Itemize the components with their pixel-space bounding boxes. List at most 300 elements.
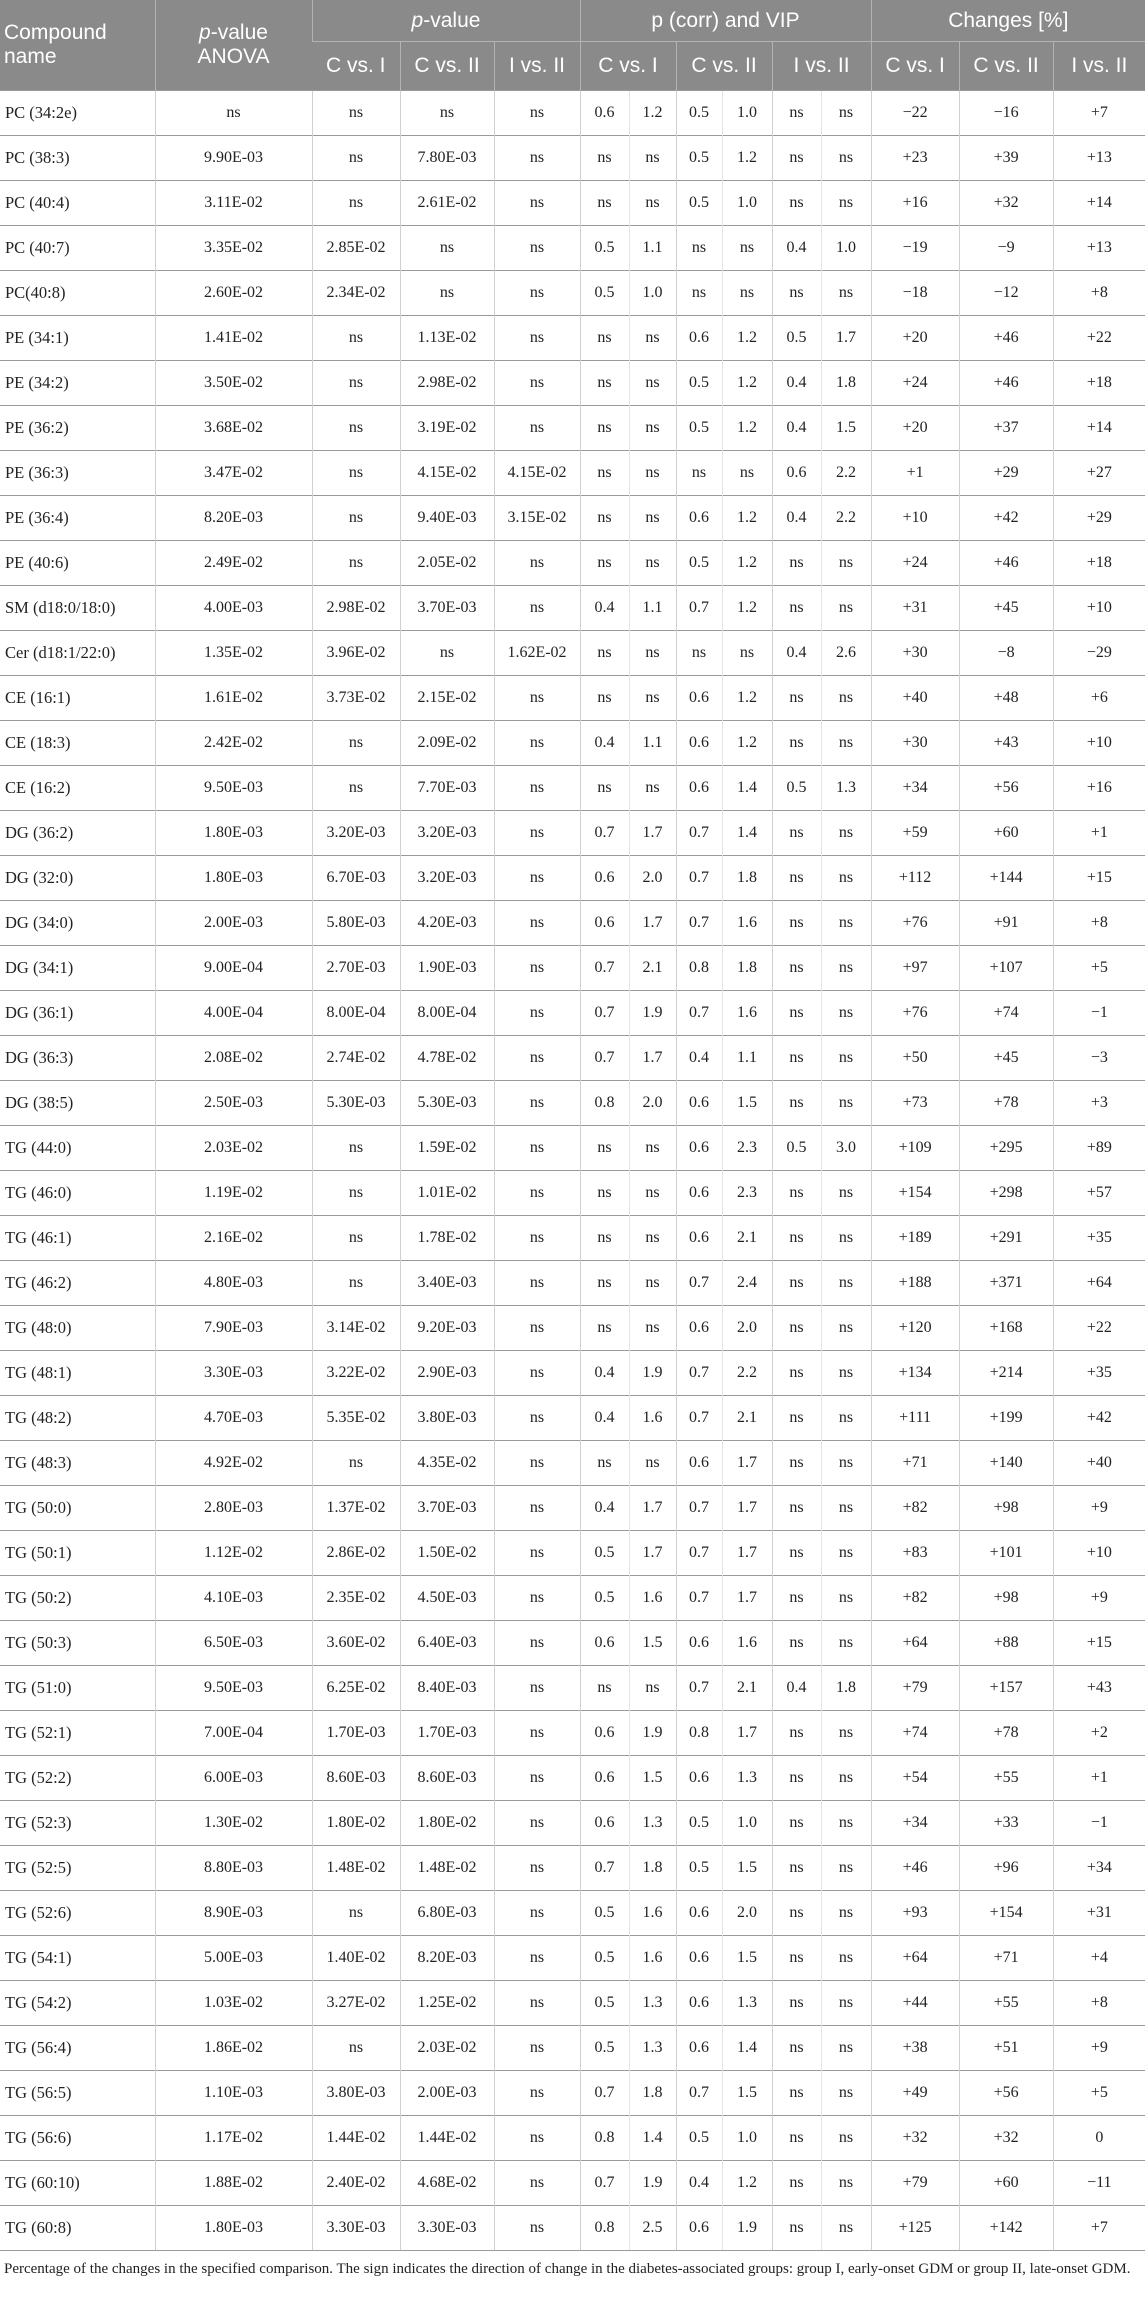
change-percent-cell: +46 xyxy=(959,316,1053,361)
vip-cell: 1.9 xyxy=(722,2206,772,2251)
pvalue-cell: 4.35E-02 xyxy=(400,1441,494,1486)
vip-cell: 1.2 xyxy=(722,361,772,406)
vip-cell: 2.2 xyxy=(821,496,871,541)
change-percent-cell: +89 xyxy=(1053,1126,1145,1171)
pvalue-cell: 1.40E-02 xyxy=(312,1936,400,1981)
pcorr-cell: 0.6 xyxy=(580,1756,629,1801)
vip-cell: ns xyxy=(821,1711,871,1756)
pcorr-cell: 0.5 xyxy=(676,541,722,586)
vip-cell: 2.0 xyxy=(722,1306,772,1351)
pvalue-cell: ns xyxy=(312,1441,400,1486)
compound-name-cell: CE (18:3) xyxy=(0,721,155,766)
pvalue-cell: ns xyxy=(312,766,400,811)
vip-cell: ns xyxy=(629,316,676,361)
pcorr-cell: ns xyxy=(580,1666,629,1711)
vip-cell: ns xyxy=(821,1576,871,1621)
compound-name-cell: PE (34:2) xyxy=(0,361,155,406)
compound-name-cell: TG (60:10) xyxy=(0,2161,155,2206)
change-percent-cell: +78 xyxy=(959,1081,1053,1126)
pcorr-cell: 0.7 xyxy=(580,1846,629,1891)
vip-cell: ns xyxy=(629,766,676,811)
change-percent-cell: +34 xyxy=(1053,1846,1145,1891)
vip-cell: ns xyxy=(722,631,772,676)
pvalue-cell: ns xyxy=(494,406,580,451)
compound-name-cell: DG (34:1) xyxy=(0,946,155,991)
compound-name-cell: TG (50:3) xyxy=(0,1621,155,1666)
change-percent-cell: +56 xyxy=(959,2071,1053,2116)
pvalue-cell: 5.30E-03 xyxy=(312,1081,400,1126)
vip-cell: ns xyxy=(821,721,871,766)
change-percent-cell: +78 xyxy=(959,1711,1053,1756)
pvalue-anova-header: p-value ANOVA xyxy=(155,0,312,91)
pvalue-cell: ns xyxy=(312,316,400,361)
pcorr-cell: ns xyxy=(772,1216,821,1261)
compound-name-cell: PC (40:4) xyxy=(0,181,155,226)
change-percent-cell: −9 xyxy=(959,226,1053,271)
pcorr-cell: 0.8 xyxy=(676,946,722,991)
pvalue-cell: ns xyxy=(312,1891,400,1936)
pcorr-cell: ns xyxy=(676,451,722,496)
vip-cell: 1.1 xyxy=(722,1036,772,1081)
change-percent-cell: +142 xyxy=(959,2206,1053,2251)
pcorr-cell: ns xyxy=(580,676,629,721)
pcorr-cell: ns xyxy=(676,631,722,676)
pcorr-cell: ns xyxy=(772,811,821,856)
pcorr-cell: ns xyxy=(772,1846,821,1891)
pcorr-cell: ns xyxy=(772,676,821,721)
vip-cell: ns xyxy=(821,2116,871,2161)
table-row xyxy=(0,1351,1145,1396)
change-percent-cell: +64 xyxy=(1053,1261,1145,1306)
change-percent-cell: −29 xyxy=(1053,631,1145,676)
pcorr-cell: ns xyxy=(772,856,821,901)
vip-cell: ns xyxy=(629,1171,676,1216)
change-percent-cell: +3 xyxy=(1053,1081,1145,1126)
pcorr-cell: ns xyxy=(772,1981,821,2026)
table-row xyxy=(0,1531,1145,1576)
pvalue-cell: ns xyxy=(312,91,400,136)
change-percent-cell: +33 xyxy=(959,1801,1053,1846)
pvalue-cell: ns xyxy=(312,541,400,586)
pvalue-cell: ns xyxy=(494,676,580,721)
pcorr-cell: ns xyxy=(772,1261,821,1306)
change-percent-cell: +46 xyxy=(959,361,1053,406)
change-percent-cell: +98 xyxy=(959,1486,1053,1531)
table-row xyxy=(0,1936,1145,1981)
change-percent-cell: +88 xyxy=(959,1621,1053,1666)
pvalue-subheader-1: C vs. I xyxy=(312,42,400,91)
change-percent-cell: +298 xyxy=(959,1171,1053,1216)
pvalue-cell: 7.70E-03 xyxy=(400,766,494,811)
anova-pvalue-cell: 3.47E-02 xyxy=(155,451,312,496)
pcorr-cell: 0.6 xyxy=(676,1126,722,1171)
change-percent-cell: −16 xyxy=(959,91,1053,136)
change-percent-cell: +16 xyxy=(1053,766,1145,811)
pcorr-cell: ns xyxy=(772,1486,821,1531)
pvalue-cell: ns xyxy=(494,1126,580,1171)
pcorr-cell: 0.5 xyxy=(580,1531,629,1576)
changes-group-header: Changes [%] xyxy=(871,0,1145,42)
vip-cell: ns xyxy=(629,361,676,406)
vip-cell: ns xyxy=(821,1306,871,1351)
pvalue-cell: 4.78E-02 xyxy=(400,1036,494,1081)
pvalue-cell: 1.78E-02 xyxy=(400,1216,494,1261)
change-percent-cell: +168 xyxy=(959,1306,1053,1351)
pvalue-cell: ns xyxy=(312,1126,400,1171)
change-percent-cell: 0 xyxy=(1053,2116,1145,2161)
vip-cell: ns xyxy=(821,586,871,631)
table-footnote: Percentage of the changes in the specified comparison. The sign indicates the direction of change in the diabetes-associated groups: group I, early-onset GDM or group II, late-onset GDM. xyxy=(4,2261,1131,2277)
table-row xyxy=(0,631,1145,676)
pvalue-cell: 5.80E-03 xyxy=(312,901,400,946)
pvalue-cell: 8.60E-03 xyxy=(312,1756,400,1801)
pcorr-cell: 0.6 xyxy=(580,1711,629,1756)
anova-pvalue-cell: 2.50E-03 xyxy=(155,1081,312,1126)
vip-cell: 1.8 xyxy=(629,1846,676,1891)
pvalue-cell: 4.15E-02 xyxy=(494,451,580,496)
compound-name-cell: TG (52:3) xyxy=(0,1801,155,1846)
compound-name-cell: TG (56:4) xyxy=(0,2026,155,2071)
pcorr-cell: 0.6 xyxy=(676,721,722,766)
table-row xyxy=(0,541,1145,586)
anova-pvalue-cell: 6.50E-03 xyxy=(155,1621,312,1666)
pvalue-cell: ns xyxy=(494,91,580,136)
table-row xyxy=(0,1036,1145,1081)
pvalue-cell: 1.37E-02 xyxy=(312,1486,400,1531)
change-percent-cell: +125 xyxy=(871,2206,959,2251)
anova-pvalue-cell: 1.80E-03 xyxy=(155,2206,312,2251)
pcorr-cell: 0.7 xyxy=(676,1531,722,1576)
pvalue-cell: 2.15E-02 xyxy=(400,676,494,721)
pcorr-cell: 0.6 xyxy=(580,1801,629,1846)
change-percent-cell: +188 xyxy=(871,1261,959,1306)
vip-cell: 1.7 xyxy=(629,901,676,946)
vip-cell: 1.2 xyxy=(722,586,772,631)
compound-name-cell: TG (50:2) xyxy=(0,1576,155,1621)
vip-cell: 1.2 xyxy=(722,496,772,541)
pvalue-cell: ns xyxy=(494,991,580,1036)
pvalue-cell: ns xyxy=(494,766,580,811)
pcorr-cell: 0.4 xyxy=(772,1666,821,1711)
pcorr-cell: ns xyxy=(580,1261,629,1306)
vip-cell: ns xyxy=(821,901,871,946)
pcorr-cell: 0.6 xyxy=(676,1621,722,1666)
pcorr-cell: ns xyxy=(772,136,821,181)
vip-cell: 1.2 xyxy=(629,91,676,136)
pvalue-cell: 1.59E-02 xyxy=(400,1126,494,1171)
anova-pvalue-cell: 1.41E-02 xyxy=(155,316,312,361)
pcorr-cell: 0.7 xyxy=(676,991,722,1036)
anova-pvalue-cell: 2.80E-03 xyxy=(155,1486,312,1531)
change-percent-cell: +40 xyxy=(1053,1441,1145,1486)
change-percent-cell: +1 xyxy=(1053,1756,1145,1801)
pcorr-cell: 0.5 xyxy=(580,1891,629,1936)
pcorr-cell: 0.5 xyxy=(772,766,821,811)
vip-cell: ns xyxy=(821,1801,871,1846)
change-percent-cell: +144 xyxy=(959,856,1053,901)
vip-cell: 2.3 xyxy=(722,1126,772,1171)
pcorr-subheader-2: C vs. II xyxy=(676,42,772,91)
pcorr-cell: 0.7 xyxy=(676,2071,722,2116)
compound-name-cell: CE (16:2) xyxy=(0,766,155,811)
pcorr-cell: 0.4 xyxy=(580,1486,629,1531)
compound-name-cell: TG (51:0) xyxy=(0,1666,155,1711)
pvalue-cell: 1.70E-03 xyxy=(400,1711,494,1756)
vip-cell: 1.3 xyxy=(722,1756,772,1801)
vip-cell: 1.7 xyxy=(722,1576,772,1621)
vip-cell: 1.1 xyxy=(629,721,676,766)
table-row xyxy=(0,991,1145,1036)
vip-cell: 2.0 xyxy=(629,1081,676,1126)
pcorr-cell: ns xyxy=(772,1891,821,1936)
change-percent-cell: +50 xyxy=(871,1036,959,1081)
table-row xyxy=(0,1711,1145,1756)
change-percent-cell: +55 xyxy=(959,1756,1053,1801)
vip-cell: ns xyxy=(821,946,871,991)
change-percent-cell: +60 xyxy=(959,2161,1053,2206)
change-percent-cell: +27 xyxy=(1053,451,1145,496)
vip-cell: 1.7 xyxy=(629,1036,676,1081)
pcorr-cell: 0.7 xyxy=(676,1576,722,1621)
pcorr-cell: 0.6 xyxy=(580,91,629,136)
table-row xyxy=(0,1126,1145,1171)
table-row xyxy=(0,2161,1145,2206)
vip-cell: 1.8 xyxy=(821,1666,871,1711)
pcorr-cell: 0.6 xyxy=(772,451,821,496)
pvalue-cell: ns xyxy=(494,1036,580,1081)
pvalue-cell: 3.14E-02 xyxy=(312,1306,400,1351)
pcorr-cell: 0.6 xyxy=(676,2206,722,2251)
pcorr-cell: 0.6 xyxy=(676,1306,722,1351)
change-percent-cell: +39 xyxy=(959,136,1053,181)
vip-cell: 3.0 xyxy=(821,1126,871,1171)
pcorr-cell: 0.7 xyxy=(676,586,722,631)
vip-cell: 1.4 xyxy=(722,811,772,856)
vip-cell: ns xyxy=(821,1981,871,2026)
change-percent-cell: +8 xyxy=(1053,271,1145,316)
change-percent-cell: −1 xyxy=(1053,991,1145,1036)
pvalue-cell: ns xyxy=(494,1486,580,1531)
compound-name-cell: TG (52:1) xyxy=(0,1711,155,1756)
table-row xyxy=(0,1261,1145,1306)
anova-pvalue-cell: 1.03E-02 xyxy=(155,1981,312,2026)
change-percent-cell: +2 xyxy=(1053,1711,1145,1756)
change-percent-cell: +10 xyxy=(1053,1531,1145,1576)
pcorr-cell: ns xyxy=(772,721,821,766)
anova-pvalue-cell: 8.90E-03 xyxy=(155,1891,312,1936)
vip-cell: 1.2 xyxy=(722,136,772,181)
table-row xyxy=(0,1891,1145,1936)
change-percent-cell: +20 xyxy=(871,316,959,361)
vip-cell: ns xyxy=(722,226,772,271)
change-percent-cell: +23 xyxy=(871,136,959,181)
pvalue-cell: 2.85E-02 xyxy=(312,226,400,271)
anova-pvalue-cell: 1.19E-02 xyxy=(155,1171,312,1216)
anova-pvalue-cell: 7.00E-04 xyxy=(155,1711,312,1756)
pvalue-cell: 3.20E-03 xyxy=(312,811,400,856)
pvalue-cell: ns xyxy=(494,901,580,946)
pcorr-cell: 0.5 xyxy=(580,271,629,316)
anova-pvalue-cell: 1.17E-02 xyxy=(155,2116,312,2161)
anova-pvalue-cell: 4.00E-03 xyxy=(155,586,312,631)
vip-cell: ns xyxy=(821,271,871,316)
anova-pvalue-cell: 1.35E-02 xyxy=(155,631,312,676)
vip-cell: ns xyxy=(821,1261,871,1306)
vip-cell: 2.1 xyxy=(722,1396,772,1441)
pcorr-cell: 0.5 xyxy=(580,1936,629,1981)
vip-cell: 1.2 xyxy=(722,316,772,361)
vip-cell: 1.0 xyxy=(722,181,772,226)
compound-name-cell: DG (38:5) xyxy=(0,1081,155,1126)
pvalue-cell: 8.00E-04 xyxy=(312,991,400,1036)
vip-cell: 1.3 xyxy=(629,1801,676,1846)
pcorr-cell: ns xyxy=(580,451,629,496)
pvalue-cell: ns xyxy=(494,1261,580,1306)
change-percent-cell: +76 xyxy=(871,991,959,1036)
change-percent-cell: +120 xyxy=(871,1306,959,1351)
vip-cell: 1.0 xyxy=(722,91,772,136)
anova-pvalue-cell: 3.11E-02 xyxy=(155,181,312,226)
change-percent-cell: +4 xyxy=(1053,1936,1145,1981)
compound-name-cell: PE (36:4) xyxy=(0,496,155,541)
vip-cell: ns xyxy=(629,1306,676,1351)
pvalue-cell: 8.20E-03 xyxy=(400,1936,494,1981)
pcorr-cell: ns xyxy=(772,1756,821,1801)
change-percent-cell: +9 xyxy=(1053,1576,1145,1621)
anova-pvalue-cell: 4.80E-03 xyxy=(155,1261,312,1306)
pcorr-cell: 0.5 xyxy=(580,2026,629,2071)
change-percent-cell: +98 xyxy=(959,1576,1053,1621)
pvalue-cell: 2.70E-03 xyxy=(312,946,400,991)
compound-name-cell: TG (52:6) xyxy=(0,1891,155,1936)
pcorr-cell: 0.6 xyxy=(676,1756,722,1801)
pvalue-cell: 4.15E-02 xyxy=(400,451,494,496)
pvalue-cell: 2.34E-02 xyxy=(312,271,400,316)
vip-cell: ns xyxy=(821,181,871,226)
vip-cell: 2.2 xyxy=(722,1351,772,1396)
compound-name-cell: TG (46:0) xyxy=(0,1171,155,1216)
change-percent-cell: +24 xyxy=(871,361,959,406)
pcorr-cell: 0.5 xyxy=(580,1981,629,2026)
vip-cell: 1.6 xyxy=(629,1891,676,1936)
pcorr-cell: 0.4 xyxy=(580,721,629,766)
compound-name-cell: PE (40:6) xyxy=(0,541,155,586)
pcorr-cell: ns xyxy=(580,361,629,406)
change-percent-cell: +59 xyxy=(871,811,959,856)
pvalue-cell: ns xyxy=(494,586,580,631)
vip-cell: ns xyxy=(821,1216,871,1261)
vip-cell: ns xyxy=(629,1126,676,1171)
change-percent-cell: +31 xyxy=(1053,1891,1145,1936)
anova-pvalue-cell: 2.60E-02 xyxy=(155,271,312,316)
table-row xyxy=(0,2206,1145,2251)
pvalue-cell: 2.05E-02 xyxy=(400,541,494,586)
change-percent-cell: +46 xyxy=(959,541,1053,586)
pvalue-cell: 3.27E-02 xyxy=(312,1981,400,2026)
pcorr-cell: 0.7 xyxy=(676,901,722,946)
pvalue-cell: ns xyxy=(494,2161,580,2206)
change-percent-cell: +295 xyxy=(959,1126,1053,1171)
pcorr-cell: 0.7 xyxy=(580,991,629,1036)
pvalue-cell: 4.50E-03 xyxy=(400,1576,494,1621)
pvalue-cell: 5.35E-02 xyxy=(312,1396,400,1441)
vip-cell: 1.7 xyxy=(629,1486,676,1531)
change-percent-cell: −1 xyxy=(1053,1801,1145,1846)
change-percent-cell: +79 xyxy=(871,1666,959,1711)
pvalue-cell: 2.00E-03 xyxy=(400,2071,494,2116)
vip-cell: ns xyxy=(821,811,871,856)
pcorr-cell: ns xyxy=(580,1441,629,1486)
compound-name-cell: TG (50:0) xyxy=(0,1486,155,1531)
pcorr-cell: ns xyxy=(772,901,821,946)
anova-pvalue-cell: 3.68E-02 xyxy=(155,406,312,451)
pvalue-cell: 1.48E-02 xyxy=(400,1846,494,1891)
pvalue-cell: 3.80E-03 xyxy=(400,1396,494,1441)
pcorr-cell: 0.4 xyxy=(772,496,821,541)
vip-cell: 2.4 xyxy=(722,1261,772,1306)
table-row xyxy=(0,766,1145,811)
pvalue-cell: 2.90E-03 xyxy=(400,1351,494,1396)
pcorr-cell: ns xyxy=(772,1801,821,1846)
vip-cell: ns xyxy=(722,271,772,316)
vip-cell: ns xyxy=(821,1891,871,1936)
change-percent-cell: +214 xyxy=(959,1351,1053,1396)
anova-pvalue-cell: 3.50E-02 xyxy=(155,361,312,406)
pvalue-cell: 3.19E-02 xyxy=(400,406,494,451)
pcorr-cell: 0.5 xyxy=(580,226,629,271)
vip-cell: 1.4 xyxy=(722,766,772,811)
pcorr-subheader-1: C vs. I xyxy=(580,42,676,91)
vip-cell: 2.2 xyxy=(821,451,871,496)
change-percent-cell: +22 xyxy=(1053,316,1145,361)
pcorr-cell: 0.4 xyxy=(580,1396,629,1441)
pcorr-cell: 0.8 xyxy=(580,1081,629,1126)
table-row xyxy=(0,1981,1145,2026)
vip-cell: ns xyxy=(821,2161,871,2206)
pcorr-cell: 0.6 xyxy=(676,496,722,541)
change-percent-cell: +74 xyxy=(871,1711,959,1756)
vip-cell: 1.3 xyxy=(821,766,871,811)
change-percent-cell: +7 xyxy=(1053,91,1145,136)
table-header xyxy=(0,0,1145,91)
pvalue-cell: ns xyxy=(494,1981,580,2026)
anova-pvalue-cell: ns xyxy=(155,91,312,136)
vip-cell: ns xyxy=(821,991,871,1036)
pcorr-cell: 0.7 xyxy=(676,1666,722,1711)
compound-name-cell: TG (56:6) xyxy=(0,2116,155,2161)
change-percent-cell: +32 xyxy=(959,2116,1053,2161)
change-percent-cell: +30 xyxy=(871,631,959,676)
compound-name-cell: DG (36:1) xyxy=(0,991,155,1036)
anova-pvalue-cell: 3.35E-02 xyxy=(155,226,312,271)
pvalue-cell: ns xyxy=(494,1891,580,1936)
vip-cell: 1.7 xyxy=(722,1531,772,1576)
anova-pvalue-cell: 1.12E-02 xyxy=(155,1531,312,1576)
compound-name-cell: TG (50:1) xyxy=(0,1531,155,1576)
pcorr-cell: 0.5 xyxy=(676,1801,722,1846)
pvalue-cell: 2.98E-02 xyxy=(312,586,400,631)
change-percent-cell: +60 xyxy=(959,811,1053,856)
pcorr-cell: ns xyxy=(580,766,629,811)
change-percent-cell: +96 xyxy=(959,1846,1053,1891)
pvalue-cell: ns xyxy=(494,1306,580,1351)
change-percent-cell: +199 xyxy=(959,1396,1053,1441)
anova-pvalue-cell: 4.92E-02 xyxy=(155,1441,312,1486)
change-percent-cell: +107 xyxy=(959,946,1053,991)
vip-cell: 1.5 xyxy=(722,2071,772,2116)
change-percent-cell: +43 xyxy=(959,721,1053,766)
pvalue-cell: 1.13E-02 xyxy=(400,316,494,361)
